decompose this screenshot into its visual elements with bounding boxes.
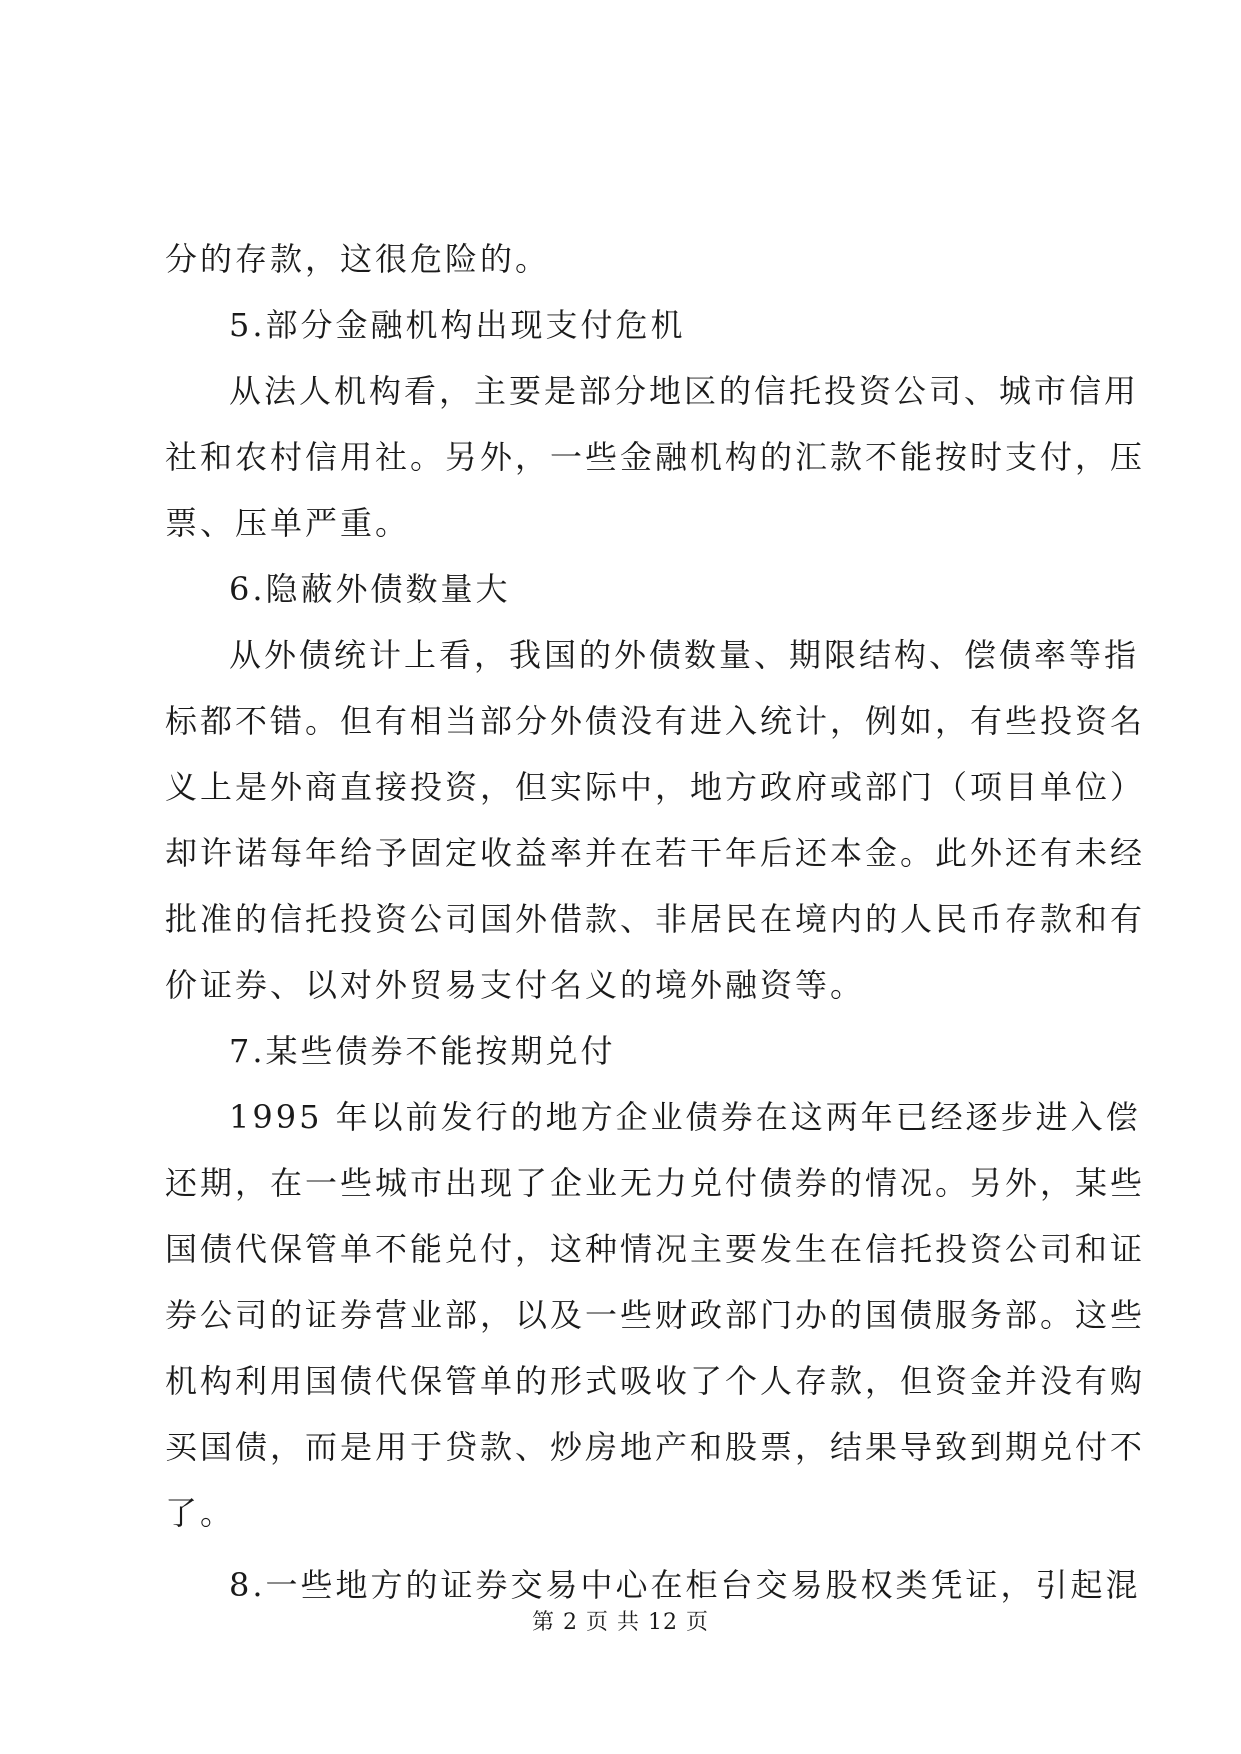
- paragraph-line: 1995 年以前发行的地方企业债券在这两年已经逐步进入偿: [229, 1098, 1141, 1136]
- paragraph-line: 票、压单严重。: [165, 504, 411, 542]
- section-heading: 8.一些地方的证券交易中心在柜台交易股权类凭证，引起混: [229, 1566, 1141, 1604]
- paragraph-line: 分的存款，这很危险的。: [165, 240, 551, 278]
- paragraph-line: 却许诺每年给予固定收益率并在若干年后还本金。此外还有未经: [165, 834, 1146, 872]
- paragraph-line: 买国债，而是用于贷款、炒房地产和股票，结果导致到期兑付不: [165, 1428, 1146, 1466]
- paragraph-line: 国债代保管单不能兑付，这种情况主要发生在信托投资公司和证: [165, 1230, 1146, 1268]
- paragraph-line: 还期，在一些城市出现了企业无力兑付债券的情况。另外，某些: [165, 1164, 1146, 1202]
- paragraph-line: 义上是外商直接投资，但实际中，地方政府或部门（项目单位）: [165, 768, 1146, 806]
- section-heading: 5.部分金融机构出现支付危机: [229, 306, 686, 344]
- paragraph-line: 社和农村信用社。另外，一些金融机构的汇款不能按时支付，压: [165, 438, 1146, 476]
- section-heading: 7.某些债券不能按期兑付: [229, 1032, 616, 1070]
- paragraph-line: 券公司的证券营业部，以及一些财政部门办的国债服务部。这些: [165, 1296, 1146, 1334]
- paragraph-line: 从外债统计上看，我国的外债数量、期限结构、偿债率等指: [229, 636, 1140, 674]
- paragraph-line: 批准的信托投资公司国外借款、非居民在境内的人民币存款和有: [165, 900, 1146, 938]
- page-number-footer: 第 2 页 共 12 页: [532, 1610, 709, 1635]
- paragraph-line: 从法人机构看，主要是部分地区的信托投资公司、城市信用: [229, 372, 1140, 410]
- paragraph-line: 价证券、以对外贸易支付名义的境外融资等。: [165, 966, 866, 1004]
- document-body: [165, 226, 1146, 1618]
- section-heading: 6.隐蔽外债数量大: [229, 570, 511, 608]
- paragraph-line: 标都不错。但有相当部分外债没有进入统计，例如，有些投资名: [165, 702, 1146, 740]
- paragraph-line: 了。: [165, 1494, 236, 1532]
- paragraph-line: 机构利用国债代保管单的形式吸收了个人存款，但资金并没有购: [165, 1362, 1146, 1400]
